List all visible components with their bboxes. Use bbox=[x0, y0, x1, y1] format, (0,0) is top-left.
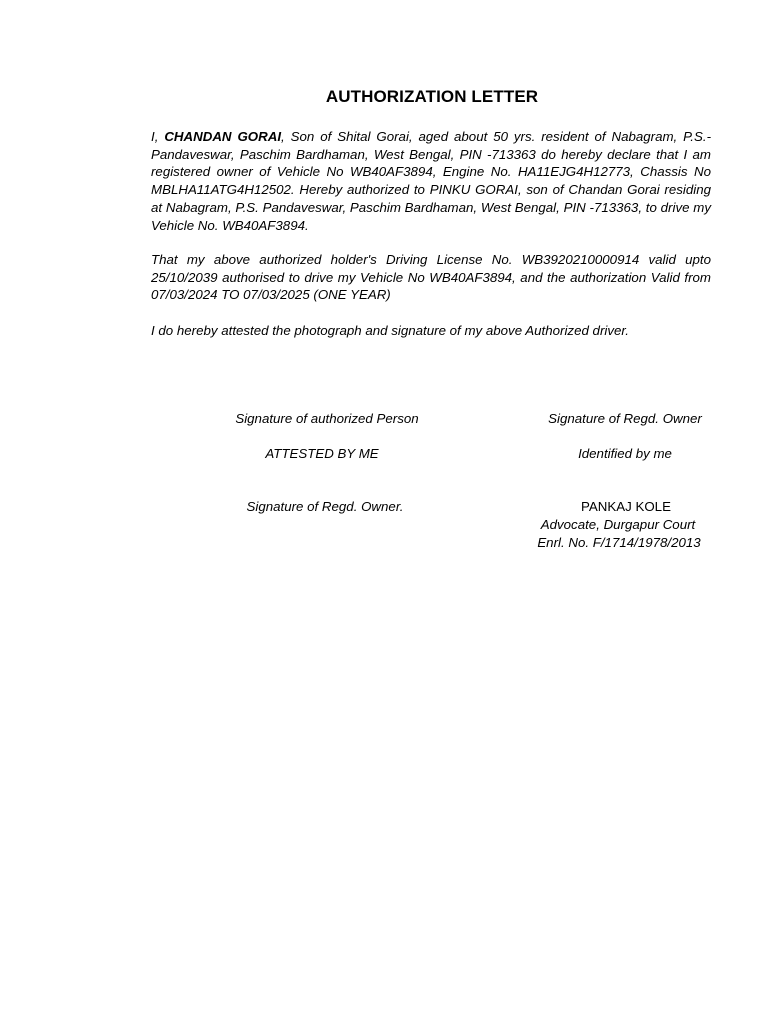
declaration-paragraph bbox=[151, 128, 711, 234]
advocate-enrollment-number: Enrl. No. F/1714/1978/2013 bbox=[537, 535, 701, 550]
license-paragraph: That my above authorized holder's Driving License No. WB3920210000914 valid upto 25/10/2039 authorised to drive my Vehicle No WB40AF3894, and the authorization Valid from 07/03/2024 TO 07/03/2025 (ONE YEAR) bbox=[151, 252, 711, 303]
document-title: AUTHORIZATION LETTER bbox=[325, 87, 539, 106]
declarant-name: CHANDAN GORAI bbox=[164, 129, 282, 144]
signature-regd-owner-attested-label: Signature of Regd. Owner. bbox=[246, 499, 404, 514]
attestation-paragraph: I do hereby attested the photograph and signature of my above Authorized driver. bbox=[151, 323, 630, 338]
attested-by-label: ATTESTED BY ME bbox=[265, 446, 379, 461]
advocate-name: PANKAJ KOLE bbox=[581, 499, 671, 514]
declaration-text: , Son of Shital Gorai, aged about 50 yrs. resident of Nabagram, P.S.- Pandaveswar, Paschim Bardhaman, West Bengal, PIN -713363 do hereby declare that I am registered owner of Vehicle No WB40AF3894, Engine No. HA11EJG4H12773, Chassis No MBLHA11ATG4H12502. Hereby authorized to PINKU GORAI, son of Chandan Gorai residing at Nabagram, P.S. Pandaveswar, Paschim Bardhaman, West Bengal, PIN -713363, to drive my Vehicle No. WB40AF3894. bbox=[151, 129, 711, 233]
identified-by-label: Identified by me bbox=[578, 446, 672, 461]
advocate-court: Advocate, Durgapur Court bbox=[540, 517, 696, 532]
declaration-prefix: I, bbox=[151, 129, 165, 144]
signature-regd-owner-label: Signature of Regd. Owner bbox=[548, 411, 702, 426]
signature-authorized-person-label: Signature of authorized Person bbox=[235, 411, 419, 426]
